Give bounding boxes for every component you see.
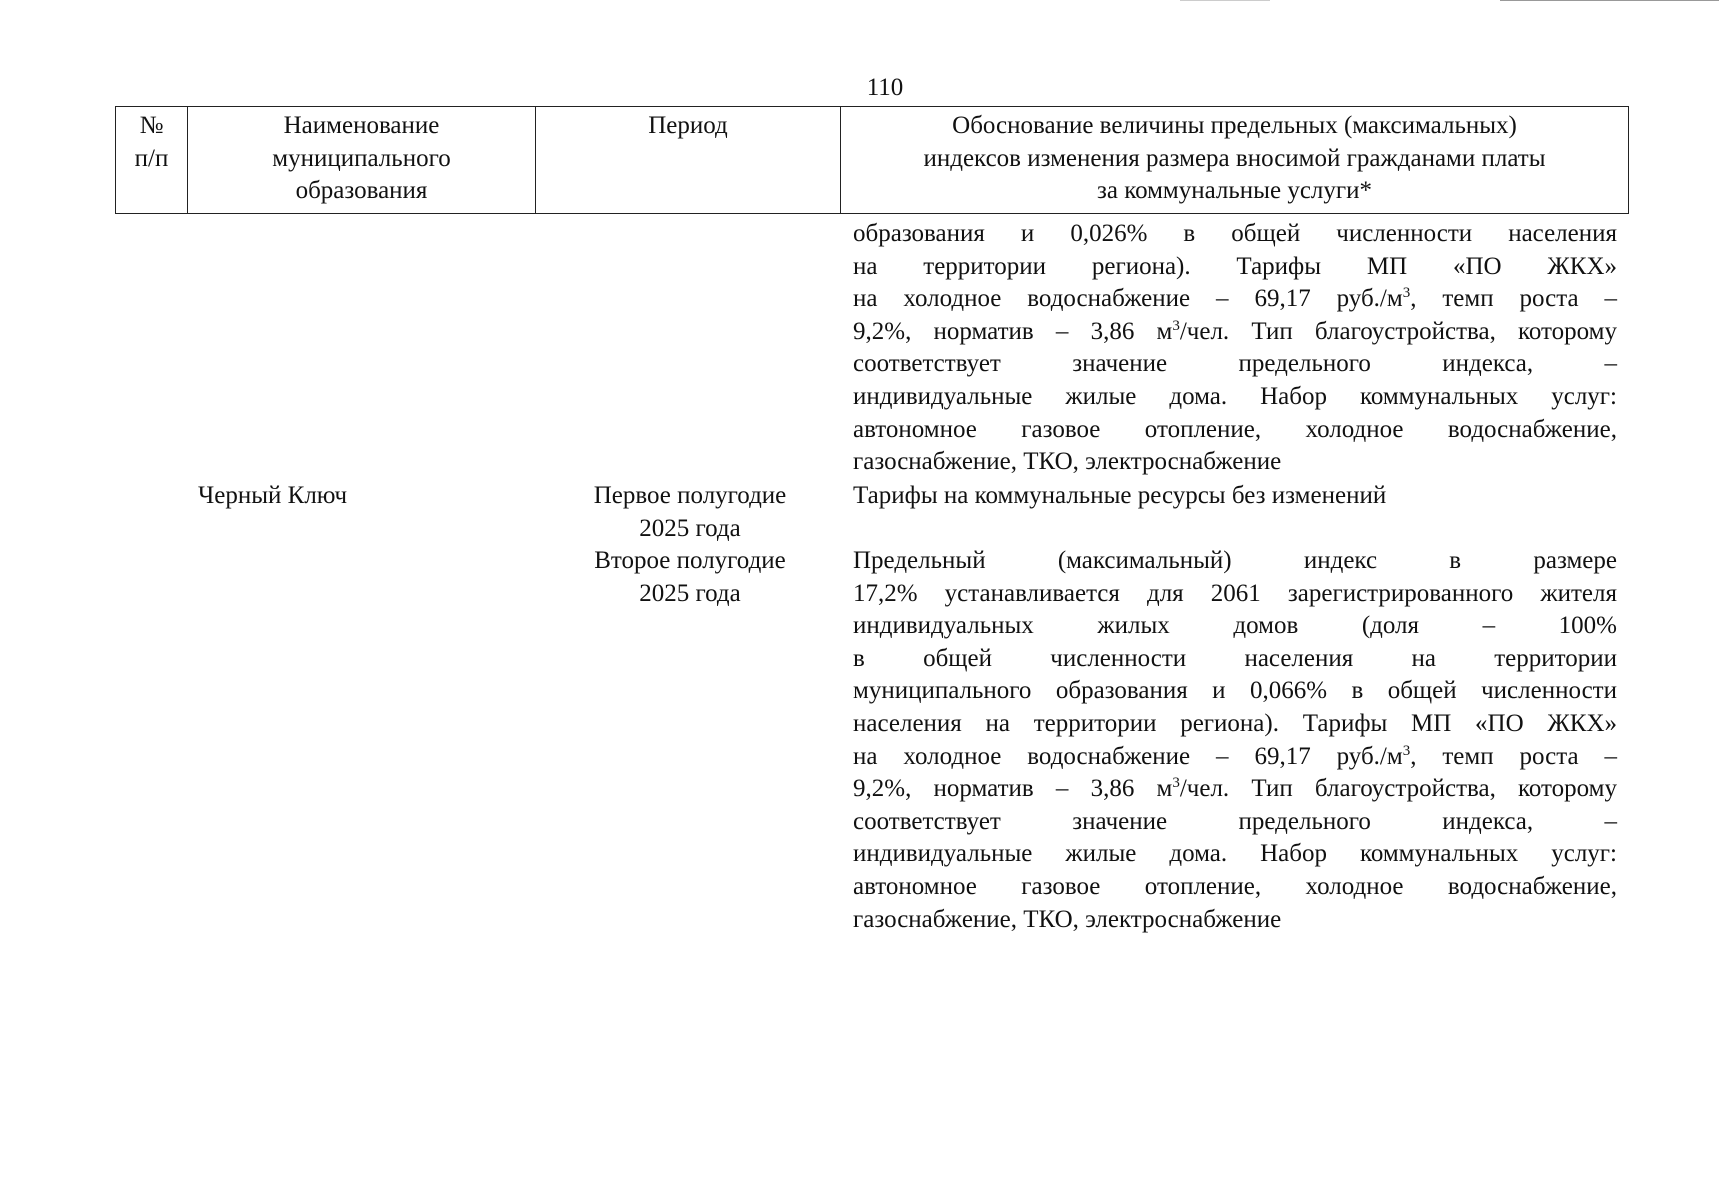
text-line: в общей численности населения на территории (853, 644, 1617, 672)
second-half-basis (853, 545, 1617, 936)
text-line: газоснабжение, ТКО, электроснабжение (853, 448, 1282, 476)
header-text: Наименование (283, 112, 440, 139)
text-line: индивидуальных жилых домов (доля – 100% (853, 612, 1617, 640)
text-line: 17,2% устанавливается для 2061 зарегистрированного жителя (853, 579, 1617, 607)
text-line: на холодное водоснабжение – 69,17 $руб./м^3$, темп роста – (853, 742, 1617, 770)
header-text: образования (295, 177, 428, 204)
text-line: индивидуальные жилые дома. Набор коммунальных услуг: (853, 840, 1617, 868)
continuation-text (853, 218, 1617, 479)
text-line: 9,2%, норматив – 3,86 $м^3$/чел. Тип благоустройства, которому (853, 775, 1617, 803)
header-text: Период (648, 112, 728, 139)
first-half-basis (853, 480, 1617, 513)
municipality-name: Черный Ключ (198, 482, 348, 509)
text-line: на территории региона). Тарифы МП «ПО ЖКХ» (853, 252, 1617, 280)
page-number: 110 (866, 74, 904, 101)
header-text: № (139, 112, 164, 139)
header-text: индексов изменения размера вносимой гражданами платы (923, 144, 1546, 172)
text-line: муниципального образования и 0,066% в общей численности (853, 677, 1617, 705)
header-text: муниципального (272, 144, 451, 172)
text-line: соответствует значение предельного индекса, – (853, 350, 1617, 378)
period-second-half: Второе полугодие 2025 года (594, 547, 786, 607)
header-text: Обоснование величины предельных (максимальных) (952, 112, 1517, 139)
text-line: автономное газовое отопление, холодное водоснабжение, (853, 872, 1617, 900)
header-text: за коммунальные услуги* (1096, 177, 1373, 204)
text-line: соответствует значение предельного индекса, – (853, 807, 1617, 835)
header-text: п/п (134, 144, 169, 172)
text-line: образования и 0,026% в общей численности населения (853, 220, 1617, 247)
text-line: Тарифы на коммунальные ресурсы без изменений (853, 482, 1387, 509)
text-line: 9,2%, норматив – 3,86 $м^3$/чел. Тип благоустройства, которому (853, 317, 1617, 345)
text-line: населения на территории региона). Тарифы МП «ПО ЖКХ» (853, 709, 1617, 737)
period-first-half: Первое полугодие 2025 года (593, 482, 787, 542)
text-line: на холодное водоснабжение – 69,17 $руб./м^3$, темп роста – (853, 285, 1617, 313)
text-line: автономное газовое отопление, холодное водоснабжение, (853, 415, 1617, 443)
text-line: Предельный (максимальный) индекс в размере (853, 547, 1617, 574)
text-line: газоснабжение, ТКО, электроснабжение (853, 905, 1282, 933)
text-line: индивидуальные жилые дома. Набор коммунальных услуг: (853, 382, 1617, 410)
